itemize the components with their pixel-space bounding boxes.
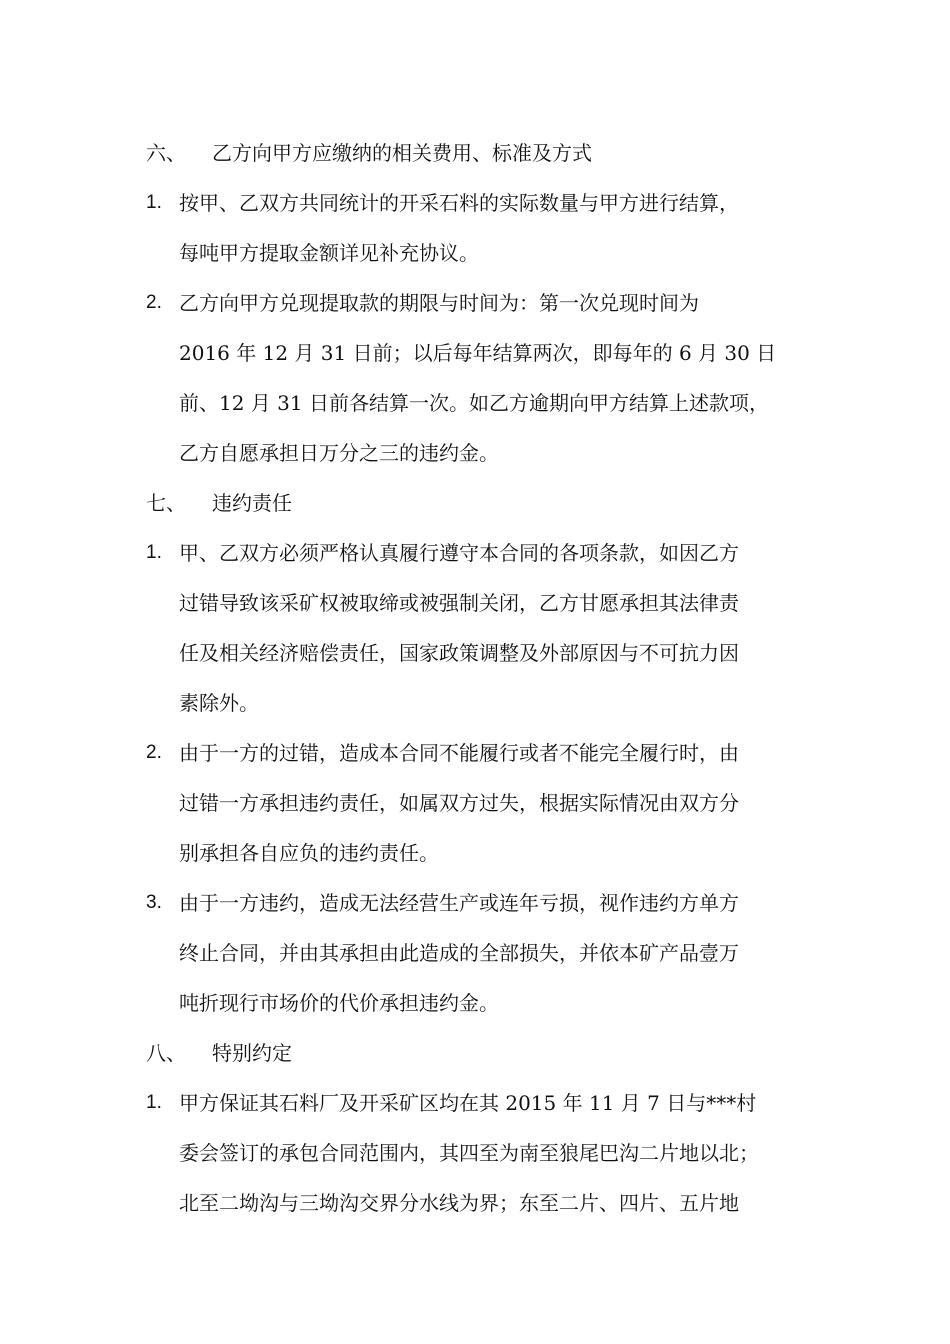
clause-text: 终止合同，并由其承担由此造成的全部损失，并依本矿产品壹万 [179,941,739,965]
clause-continuation-line [0,1178,950,1228]
clause-number: 1. [146,192,162,213]
clause-continuation-line [0,378,950,428]
clause-continuation-line [0,928,950,978]
clause-text: 前、12 月 31 日前各结算一次。如乙方逾期向甲方结算上述款项， [179,391,769,415]
clause-continuation-line [0,328,950,378]
clause-text: 乙方自愿承担日万分之三的违约金。 [179,441,499,465]
clause-continuation-line [0,678,950,728]
clause-text: 北至二坳沟与三坳沟交界分水线为界；东至二片、四片、五片地 [179,1191,739,1215]
clause-continuation-line [0,628,950,678]
section-number: 八、 [146,1041,186,1065]
clause-number: 2. [146,292,162,313]
section-title: 违约责任 [212,491,292,515]
clause-text: 过错导致该采矿权被取缔或被强制关闭，乙方甘愿承担其法律责 [179,591,739,615]
clause-number: 3. [146,892,162,913]
clause-text: 按甲、乙双方共同统计的开采石料的实际数量与甲方进行结算， [179,191,739,215]
clause-text: 过错一方承担违约责任，如属双方过失，根据实际情况由双方分 [179,791,739,815]
clause-text: 吨折现行市场价的代价承担违约金。 [179,991,499,1015]
clause-line [0,278,950,328]
section-heading [0,128,950,178]
clause-number: 1. [146,542,162,563]
section-title: 乙方向甲方应缴纳的相关费用、标准及方式 [212,141,592,165]
clause-continuation-line [0,828,950,878]
clause-text: 由于一方的过错，造成本合同不能履行或者不能完全履行时，由 [179,741,739,765]
section-heading [0,1028,950,1078]
clause-text: 委会签订的承包合同范围内，其四至为南至狼尾巴沟二片地以北； [179,1141,759,1165]
clause-text: 乙方向甲方兑现提取款的期限与时间为：第一次兑现时间为 [179,291,699,315]
clause-text: 由于一方违约，造成无法经营生产或连年亏损，视作违约方单方 [179,891,739,915]
clause-text: 甲、乙双方必须严格认真履行遵守本合同的各项条款，如因乙方 [179,541,739,565]
clause-text: 别承担各自应负的违约责任。 [179,841,439,865]
clause-continuation-line [0,228,950,278]
section-number: 六、 [146,141,186,165]
clause-number: 1. [146,1092,162,1113]
clause-continuation-line [0,978,950,1028]
clause-continuation-line [0,778,950,828]
clause-number: 2. [146,742,162,763]
clause-text: 每吨甲方提取金额详见补充协议。 [179,241,479,265]
clause-text: 2016 年 12 月 31 日前；以后每年结算两次，即每年的 6 月 30 日 [179,341,777,365]
section-heading [0,478,950,528]
clause-line [0,528,950,578]
clause-continuation-line [0,428,950,478]
section-title: 特别约定 [212,1041,292,1065]
clause-continuation-line [0,1128,950,1178]
clause-line [0,178,950,228]
clause-line [0,728,950,778]
clause-line [0,878,950,928]
contract-body [0,128,950,1228]
clause-text: 任及相关经济赔偿责任，国家政策调整及外部原因与不可抗力因 [179,641,739,665]
clause-text: 甲方保证其石料厂及开采矿区均在其 2015 年 11 月 7 日与***村 [179,1091,757,1115]
clause-line [0,1078,950,1128]
clause-continuation-line [0,578,950,628]
clause-text: 素除外。 [179,691,259,715]
section-number: 七、 [146,491,186,515]
